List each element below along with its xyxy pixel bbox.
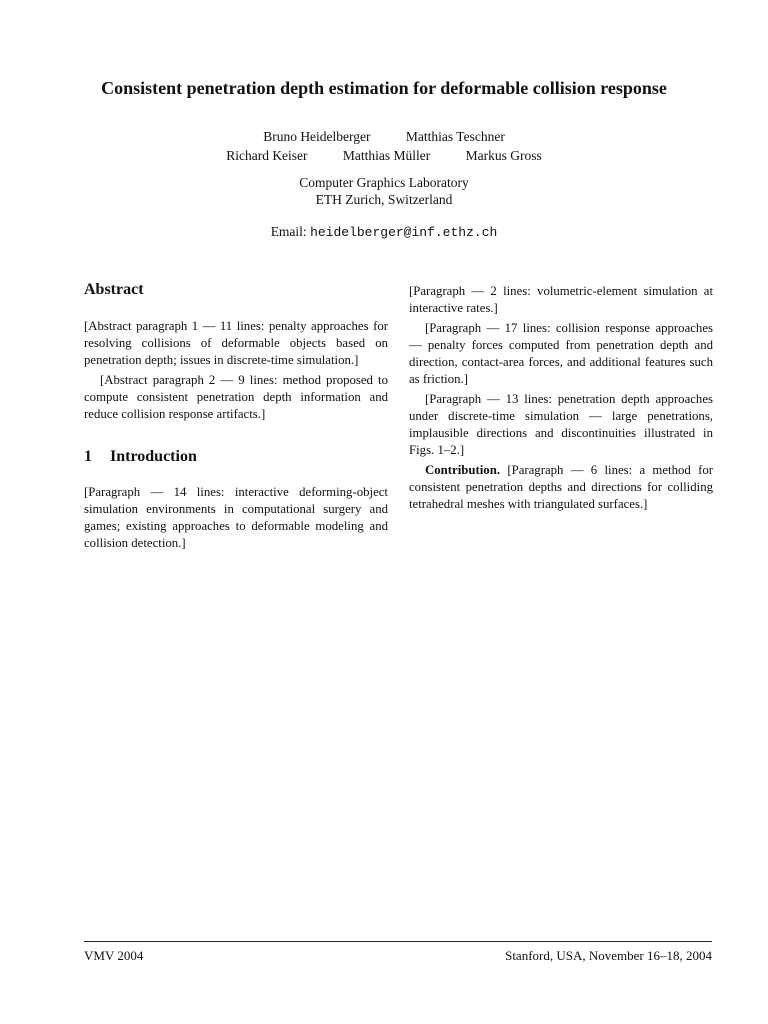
author-row-2 bbox=[0, 146, 768, 165]
abstract-paragraph: [Abstract paragraph 1 — 11 lines: penalty approaches for resolving collisions of deformable objects based on penetration depth; issues in discrete-time simulation.] bbox=[84, 319, 388, 367]
email-label: Email: bbox=[270, 224, 307, 239]
author-list bbox=[0, 127, 768, 165]
right-column bbox=[409, 283, 713, 513]
section-number: 1 bbox=[84, 448, 92, 465]
affiliation-line: ETH Zurich, Switzerland bbox=[315, 192, 453, 207]
body-paragraph: [Paragraph — 14 lines: interactive deforming-object simulation environments in computational surgery and games; existing approaches to deformable modeling and collision detection.] bbox=[84, 485, 388, 550]
affiliation bbox=[0, 174, 768, 208]
body-paragraph: [Paragraph — 2 lines: volumetric-element simulation at interactive rates.] bbox=[409, 284, 713, 315]
body-paragraph: [Paragraph — 13 lines: penetration depth approaches under discrete-time simulation — large penetrations, implausible directions and discontinuities illustrated in Figs. 1–2.] bbox=[409, 392, 713, 457]
body-paragraph: [Paragraph — 17 lines: collision response approaches — penalty forces computed from penetration depth and direction, contact-area forces, and additional features such as friction.] bbox=[409, 321, 713, 386]
author-name: Bruno Heidelberger bbox=[263, 129, 371, 144]
abstract-heading: Abstract bbox=[84, 281, 144, 298]
author-name: Markus Gross bbox=[465, 148, 542, 163]
page-footer bbox=[84, 948, 712, 964]
author-name: Matthias Müller bbox=[342, 148, 431, 163]
section-heading-introduction bbox=[84, 447, 388, 467]
email-address: heidelberger@inf.ethz.ch bbox=[310, 225, 498, 240]
footer-location-date: Stanford, USA, November 16–18, 2004 bbox=[505, 948, 712, 963]
email-line bbox=[0, 224, 768, 240]
left-column bbox=[84, 280, 388, 552]
paper-title: Consistent penetration depth estimation for deformable collision response bbox=[101, 78, 667, 98]
abstract-paragraph: [Abstract paragraph 2 — 9 lines: method proposed to compute consistent penetration depth information and reduce collision response artifacts.] bbox=[84, 373, 388, 421]
paragraph-lead: Contribution. bbox=[425, 463, 501, 477]
author-row-1 bbox=[0, 127, 768, 146]
affiliation-line: Computer Graphics Laboratory bbox=[299, 175, 469, 190]
paragraph-text: [Paragraph — 6 lines: a method for consistent penetration depths and directions for colliding tetrahedral meshes with triangulated surfaces.] bbox=[409, 463, 713, 511]
author-name: Matthias Teschner bbox=[405, 129, 505, 144]
section-title: Introduction bbox=[110, 448, 197, 465]
author-name: Richard Keiser bbox=[226, 148, 308, 163]
body-paragraph-contribution bbox=[409, 462, 713, 513]
footer-rule bbox=[84, 941, 712, 942]
footer-venue: VMV 2004 bbox=[84, 948, 144, 963]
